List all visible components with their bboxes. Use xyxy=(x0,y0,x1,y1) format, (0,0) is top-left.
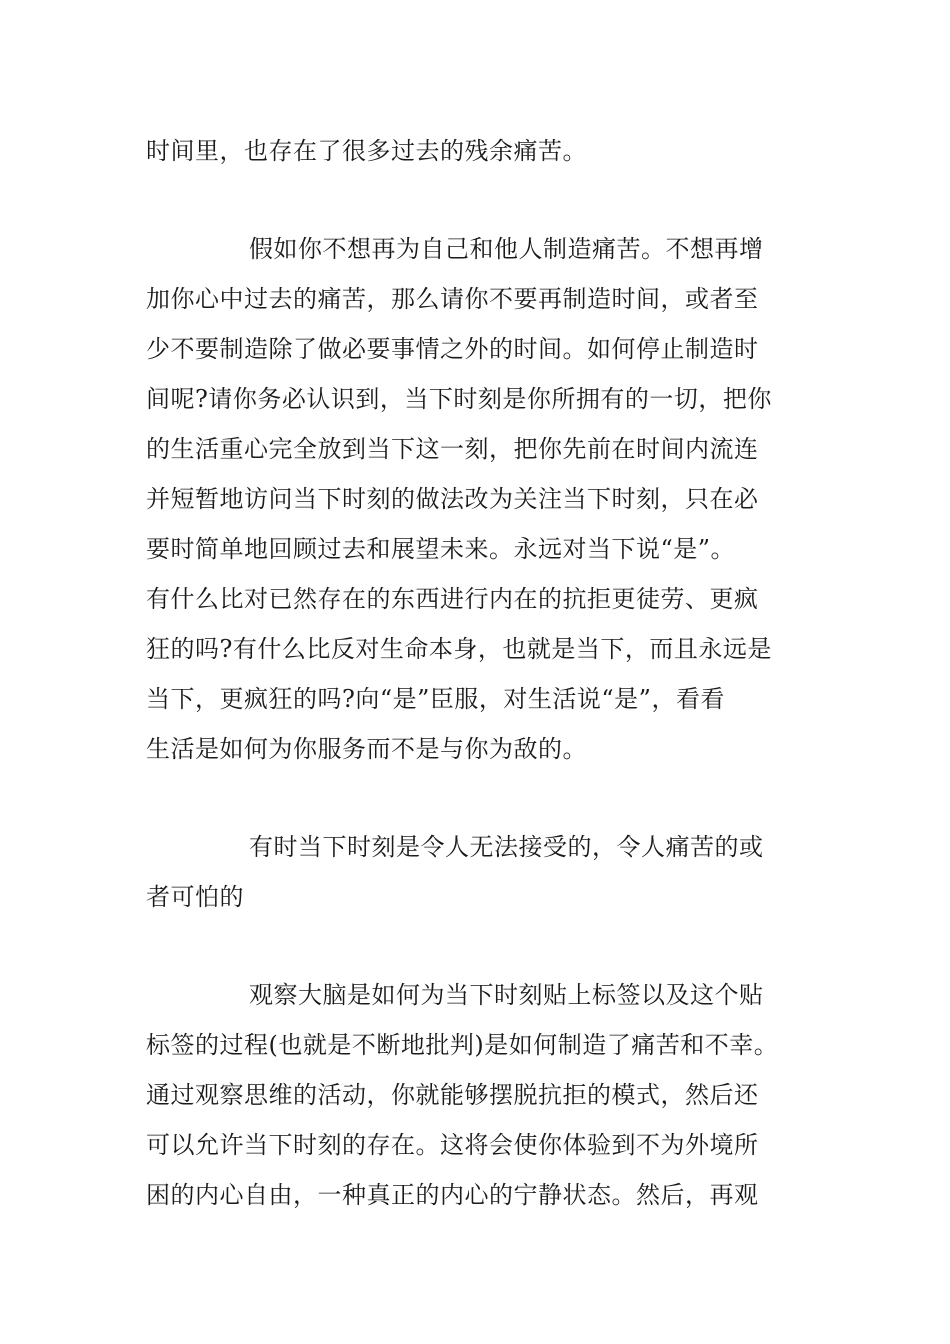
text-line: 者可怕的 xyxy=(146,883,244,911)
text-line: 间呢?请你务必认识到，当下时刻是你所拥有的一切，把你 xyxy=(146,385,772,413)
text-line: 当下，更疯狂的吗?向“是”臣服，对生活说“是”，看看 xyxy=(146,685,725,713)
text-line: 有时当下时刻是令人无法接受的，令人痛苦的或 xyxy=(249,833,764,861)
paragraph-1 xyxy=(146,126,836,176)
text-line: 狂的吗?有什么比反对生命本身，也就是当下，而且永远是 xyxy=(146,635,772,663)
text-line: 加你心中过去的痛苦，那么请你不要再制造时间，或者至 xyxy=(146,285,759,313)
text-line: 有什么比对已然存在的东西进行内在的抗拒更徒劳、更疯 xyxy=(146,585,759,613)
text-line: 生活是如何为你服务而不是与你为敌的。 xyxy=(146,735,587,763)
paragraph-3 xyxy=(146,822,836,922)
text-line: 要时简单地回顾过去和展望未来。永远对当下说“是”。 xyxy=(146,535,736,563)
text-line: 时间里，也存在了很多过去的残余痛苦。 xyxy=(146,137,587,165)
paragraph-4 xyxy=(146,970,836,1220)
text-line: 的生活重心完全放到当下这一刻，把你先前在时间内流连 xyxy=(146,435,759,463)
text-line: 并短暂地访问当下时刻的做法改为关注当下时刻，只在必 xyxy=(146,485,759,513)
text-line: 标签的过程(也就是不断地批判)是如何制造了痛苦和不幸。 xyxy=(146,1031,779,1059)
paragraph-2 xyxy=(146,224,836,774)
text-line: 困的内心自由，一种真正的内心的宁静状态。然后，再观 xyxy=(146,1181,759,1209)
text-line: 可以允许当下时刻的存在。这将会使你体验到不为外境所 xyxy=(146,1131,759,1159)
text-line: 通过观察思维的活动，你就能够摆脱抗拒的模式，然后还 xyxy=(146,1081,759,1109)
text-line: 观察大脑是如何为当下时刻贴上标签以及这个贴 xyxy=(249,981,764,1009)
text-line: 假如你不想再为自己和他人制造痛苦。不想再增 xyxy=(249,235,764,263)
text-line: 少不要制造除了做必要事情之外的时间。如何停止制造时 xyxy=(146,335,759,363)
